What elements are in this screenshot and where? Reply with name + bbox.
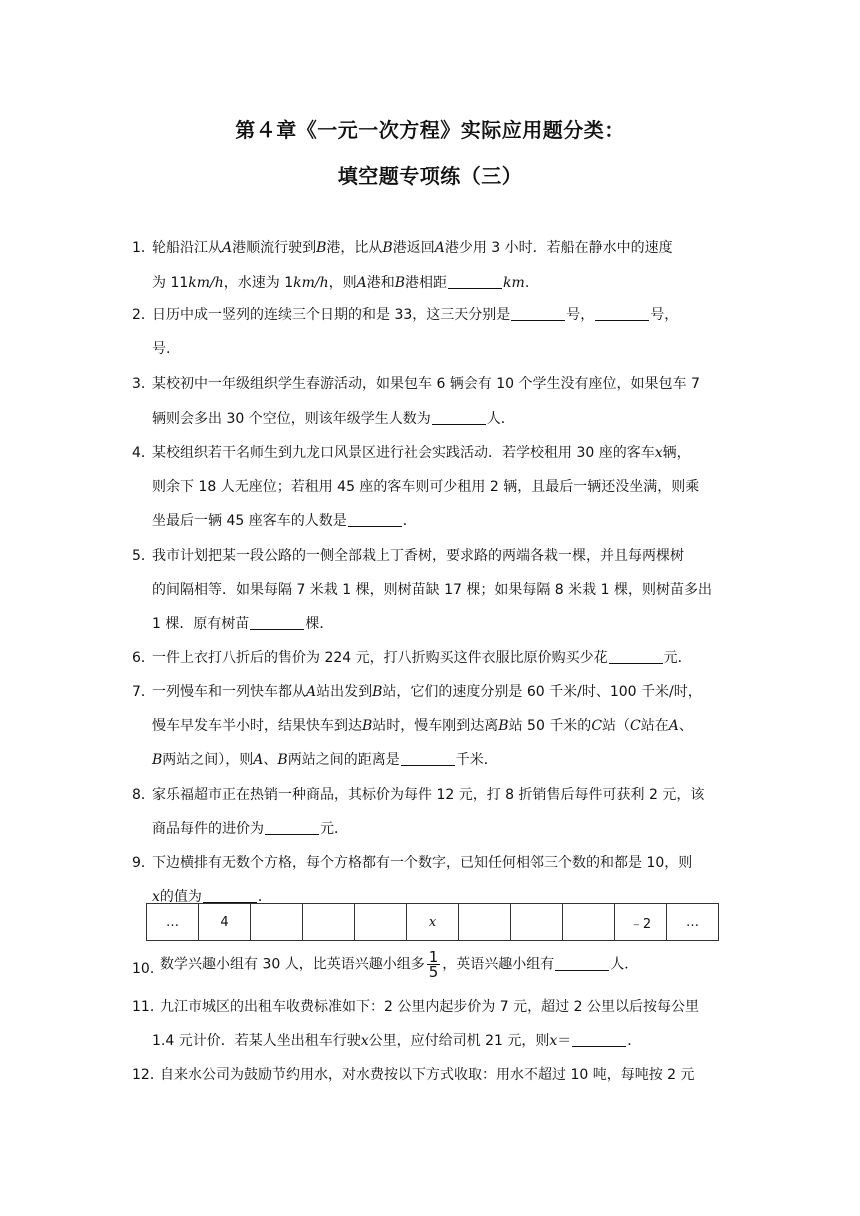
grid-cell (303, 904, 355, 941)
q4-number: 4． (132, 445, 155, 461)
grid-cell: … (667, 904, 719, 941)
q4-line3: 坐最后一辆 45 座客车的人数是 ． (152, 513, 417, 529)
q8-line1: 家乐福超市正在热销一种商品，其标价为每件 12 元，打 8 折销售后每件可获利 2 元，该 (152, 787, 705, 803)
q1-line2: 为 11km/h，水速为 1km/h，则A港和B港相距 km. (152, 275, 530, 291)
q10-line1: 数学兴趣小组有 30 人，比英语兴趣小组多 $\frac{1}{5}$ ，英语兴趣小组有 人． (160, 948, 639, 981)
q3-line2: 辆则会多出 30 个空位，则该年级学生人数为 人． (152, 411, 515, 427)
grid-cell (355, 904, 407, 941)
q7-line1: 一列慢车和一列快车都从A站出发到B站，它们的速度分别是 60 千米/时、100 千米/时， (152, 684, 702, 700)
q12-line1: 自来水公司为鼓励节约用水，对水费按以下方式收取：用水不超过 10 吨，每吨按 2 元 (160, 1067, 695, 1083)
grid-cell: x (407, 904, 459, 941)
q1-line1: 轮船沿江从A港顺流行驶到B港，比从B港返回A港少用 3 小时．若船在静水中的速度 (152, 240, 673, 256)
q2-line2: 号. (152, 341, 171, 357)
q8-line2: 商品每件的进价为 元． (152, 821, 348, 837)
q2-line1: 日历中成一竖列的连续三个日期的和是 33，这三天分别是 号， 号， (152, 307, 679, 323)
grid-cell: ﹣2 (615, 904, 667, 941)
fraction: $\frac{1}{5}$ (428, 948, 439, 981)
q6-number: 6． (132, 650, 155, 666)
grid-cell (563, 904, 615, 941)
q3-line1: 某校初中一年级组织学生春游活动，如果包车 6 辆会有 10 个学生没有座位，如果包车 7 (152, 376, 700, 392)
q9-line2: x的值为 ． (152, 889, 272, 905)
q3-number: 3． (132, 376, 155, 392)
q7-line2: 慢车早发车半小时，结果快车到达B站时，慢车刚到达离B站 50 千米的C站（C站在A、 (152, 718, 693, 734)
q7-number: 7． (132, 684, 155, 700)
grid-cell (459, 904, 511, 941)
q1-answer-blank (448, 274, 502, 289)
number-grid (146, 903, 719, 941)
q4-line1: 某校组织若干名师生到九龙口风景区进行社会实践活动．若学校租用 30 座的客车x辆， (152, 445, 691, 461)
q11-number: 11． (132, 999, 164, 1015)
page-title: 第４章《一元一次方程》实际应用题分类： (235, 118, 625, 142)
q5-line2: 的间隔相等．如果每隔 7 米栽 1 棵，则树苗缺 17 棵；如果每隔 8 米栽 1 棵，则树苗多出 (152, 582, 712, 598)
grid-cell: 4 (199, 904, 251, 941)
q7-line3: B两站之间），则A、B两站之间的距离是 千米． (152, 752, 498, 768)
page-subtitle: 填空题专项练（三） (337, 164, 523, 188)
grid-cell (511, 904, 563, 941)
q11-line2: 1.4 元计价．若某人坐出租车行驶x公里，应付给司机 21 元，则x＝ ． (152, 1033, 642, 1049)
q12-number: 12． (132, 1067, 164, 1083)
q4-line2: 则余下 18 人无座位；若租用 45 座的客车则可少租用 2 辆，且最后一辆还没坐满，则乘 (152, 479, 700, 495)
q5-line1: 我市计划把某一段公路的一侧全部栽上丁香树，要求路的两端各栽一棵，并且每两棵树 (152, 548, 684, 564)
q5-line3: 1 棵．原有树苗 棵． (152, 616, 334, 632)
q2-number: 2． (132, 307, 155, 323)
q10-number: 10． (132, 961, 164, 977)
q8-number: 8． (132, 787, 155, 803)
q11-line1: 九江市城区的出租车收费标准如下：2 公里内起步价为 7 元，超过 2 公里以后按每公里 (160, 999, 699, 1015)
q9-line1: 下边横排有无数个方格，每个方格都有一个数字，已知任何相邻三个数的和都是 10，则 (152, 855, 693, 871)
q9-number: 9． (132, 855, 155, 871)
q6-line1: 一件上衣打八折后的售价为 224 元，打八折购买这件衣服比原价购买少花 元． (152, 650, 692, 666)
grid-cell: … (147, 904, 199, 941)
grid-cell (251, 904, 303, 941)
q5-number: 5． (132, 548, 155, 564)
q1-number: 1． (132, 240, 155, 256)
